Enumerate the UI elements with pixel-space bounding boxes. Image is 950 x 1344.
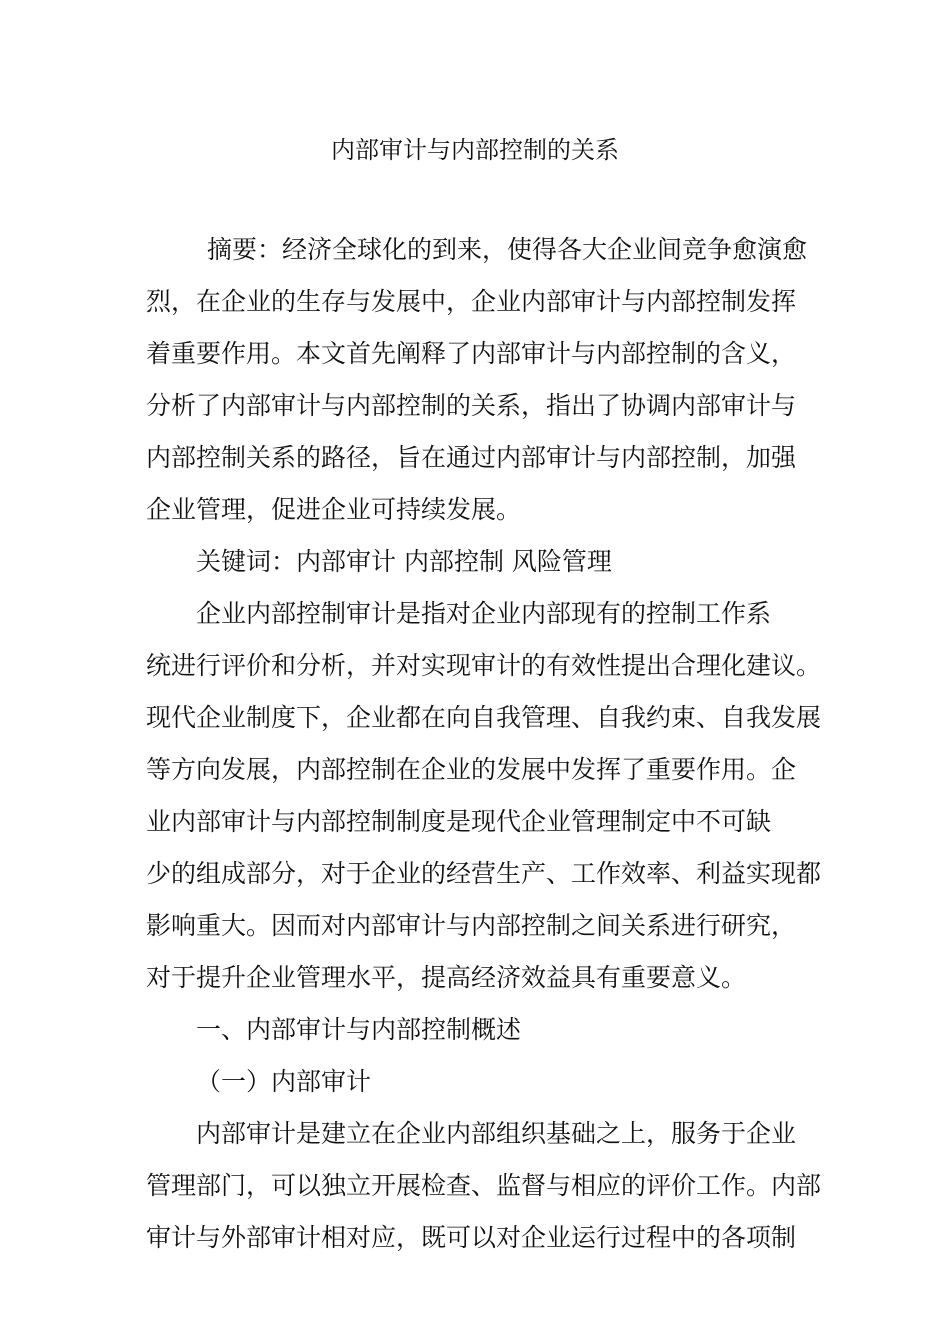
body-line: 影响重大。因而对内部审计与内部控制之间关系进行研究， — [146, 911, 797, 940]
document-title: 内部审计与内部控制的关系 — [331, 136, 619, 164]
body-line: 等方向发展，内部控制在企业的发展中发挥了重要作用。企 — [146, 755, 797, 784]
body-line: 少的组成部分，对于企业的经营生产、工作效率、利益实现都 — [146, 859, 822, 888]
abstract-line: 内部控制关系的路径，旨在通过内部审计与内部控制，加强 — [146, 443, 797, 472]
subsection-heading: （一）内部审计 — [196, 1067, 372, 1096]
section-heading: 一、内部审计与内部控制概述 — [196, 1015, 522, 1044]
body-line: 内部审计是建立在企业内部组织基础之上，服务于企业 — [196, 1119, 797, 1148]
abstract-line: 烈，在企业的生存与发展中，企业内部审计与内部控制发挥 — [146, 287, 797, 316]
body-line: 对于提升企业管理水平，提高经济效益具有重要意义。 — [146, 963, 747, 992]
body-line: 审计与外部审计相对应，既可以对企业运行过程中的各项制 — [146, 1223, 797, 1252]
abstract-line: 摘要：经济全球化的到来，使得各大企业间竞争愈演愈 — [207, 235, 808, 264]
body-line: 业内部审计与内部控制制度是现代企业管理制定中不可缺 — [146, 807, 772, 836]
keywords-line: 关键词：内部审计 内部控制 风险管理 — [196, 547, 612, 576]
body-line: 统进行评价和分析，并对实现审计的有效性提出合理化建议。 — [146, 651, 822, 680]
abstract-line: 分析了内部审计与内部控制的关系，指出了协调内部审计与 — [146, 391, 797, 420]
body-line: 企业内部控制审计是指对企业内部现有的控制工作系 — [196, 599, 772, 628]
abstract-line: 企业管理，促进企业可持续发展。 — [146, 495, 522, 524]
body-line: 现代企业制度下，企业都在向自我管理、自我约束、自我发展 — [146, 703, 822, 732]
abstract-line: 着重要作用。本文首先阐释了内部审计与内部控制的含义， — [146, 339, 797, 368]
body-line: 管理部门，可以独立开展检查、监督与相应的评价工作。内部 — [146, 1171, 822, 1200]
